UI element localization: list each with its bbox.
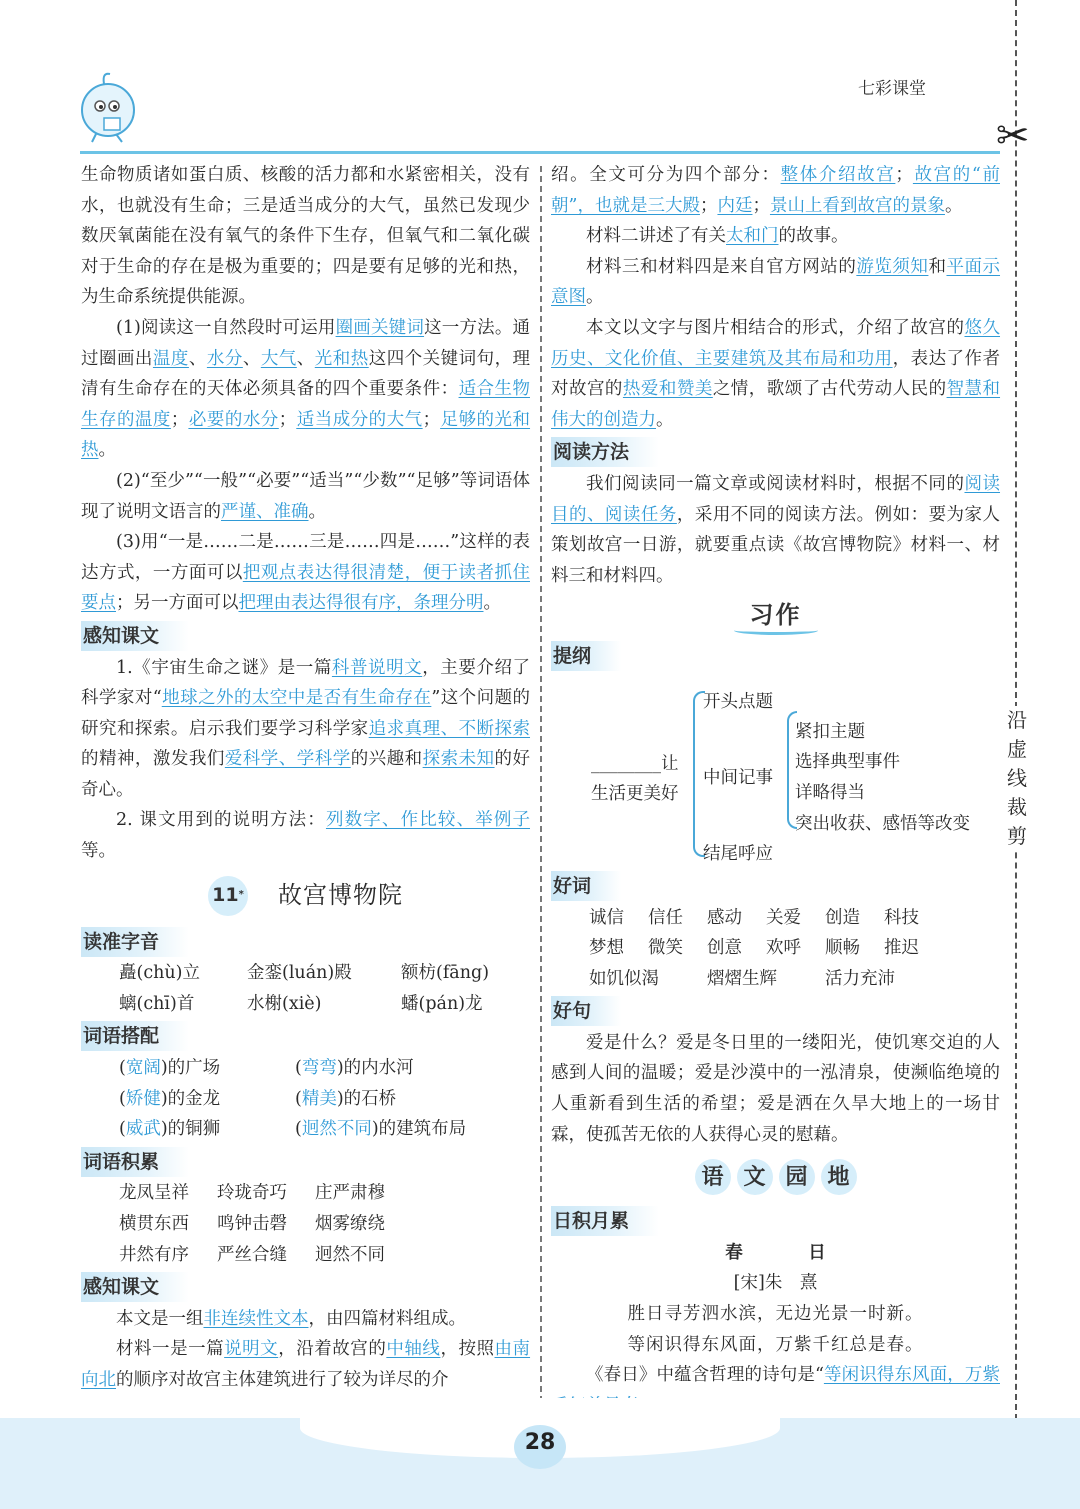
outline-ending: 结尾呼应 — [703, 843, 773, 864]
material-two-paragraph: 材料二讲述了有关太和门的故事。 — [586, 226, 849, 247]
analysis-1: (1)阅读这一自然段时可运用圈画关键词这一方法。通过圈画出温度、水分、大气、光和热这四个关键词句，理清有生命存在的天体必须具备的四个重要条件：适合生物生存的温度；必要的水分；适当成分的大气；足够的光和热。 — [81, 317, 531, 461]
poem-line: 胜日寻芳泗水滨，无边光景一时新。 — [627, 1304, 924, 1325]
cut-instruction: 沿 虚 线 裁 剪 — [1003, 706, 1031, 851]
section-perceive-text-1: 感知课文 — [81, 621, 189, 651]
good-words-row: 如饥似渴 熠熠生辉 活力充沛 — [589, 968, 895, 989]
header-rule — [80, 151, 1000, 154]
analysis-3: (3)用“一是……二是……三是……四是……”这样的表达方式，一方面可以把观点表达得很清楚，便于读者抓住要点；另一方面可以把理由表达得很有序，条理分明。 — [81, 532, 530, 614]
section-perceive-text-2: 感知课文 — [81, 1272, 189, 1302]
scissors-icon: ✂ — [996, 113, 1030, 159]
lesson-number-badge: 11 * — [208, 876, 248, 916]
outline-sub-item: 突出收获、感悟等改变 — [795, 813, 970, 834]
outline-sub-item: 紧扣主题 — [795, 721, 865, 742]
outline-sub-item: 选择典型事件 — [795, 751, 900, 772]
pronunciation-row: 矗(chù)立 金銮(luán)殿 额枋(fāng) — [119, 963, 490, 984]
section-daily-accumulation: 日积月累 — [551, 1206, 659, 1236]
pronunciation-row: 螭(chī)首 水榭(xiè) 蟠(pán)龙 — [119, 993, 483, 1014]
outline-opening: 开头点题 — [703, 691, 773, 712]
reading-method-paragraph: 我们阅读同一篇文章或阅读材料时，根据不同的阅读目的、阅读任务，采用不同的阅读方法。例如：要为家人策划故宫一日游，就要重点读《故宫博物院》材料一、材料三和材料四。 — [551, 473, 1001, 586]
section-pronunciation: 读准字音 — [81, 927, 189, 957]
mascot-logo — [74, 68, 148, 144]
accumulation-row: 井然有序 严丝合缝 迥然不同 — [119, 1244, 385, 1265]
garden-char: 语 — [695, 1159, 731, 1195]
brand-label: 七彩课堂 — [858, 79, 926, 99]
writing-heading — [551, 591, 1000, 639]
writing-title: 习作 — [744, 600, 808, 631]
accumulation-row: 横贯东西 鸣钟击磬 烟雾缭绕 — [119, 1214, 385, 1234]
perceive-paragraph-3: 本文是一组非连续性文本，由四篇材料组成。 — [116, 1308, 466, 1329]
column-divider — [540, 166, 542, 1402]
poem-line: 等闲识得东风面，万紫千红总是春。 — [627, 1334, 924, 1355]
section-good-sentence: 好句 — [551, 996, 621, 1026]
garden-char: 地 — [821, 1159, 857, 1195]
lesson-title: 故宫博物院 — [278, 881, 403, 910]
perceive-paragraph-2: 2. 课文用到的说明方法：列数字、作比较、举例子等。 — [81, 810, 530, 862]
analysis-2: (2)“至少”“一般”“必要”“适当”“少数”“足够”等词语体现了说明文语言的严谨、准确。 — [81, 470, 530, 522]
poem-note: 《春日》中蕴含哲理的诗句是“等闲识得东风面，万紫 — [586, 1365, 1000, 1386]
intro-paragraph: 生命物质诸如蛋白质、核酸的活力都和水紧密相关，没有水，也就没有生命；三是适当成分的大气，虽然已发现少数厌氧菌能在没有氧气的条件下生存，但氧气和二氧化碳对于生命的存在是极为重要的；四是要有足够的光和热，为生命系统提供能源。 — [81, 165, 530, 308]
section-reading-method: 阅读方法 — [551, 437, 659, 467]
outline-topic-line: ________让 — [591, 753, 679, 774]
page-number: 28 — [524, 1430, 556, 1455]
garden-char: 园 — [779, 1159, 815, 1195]
section-word-accumulation: 词语积累 — [81, 1147, 189, 1177]
garden-char: 文 — [737, 1159, 773, 1195]
good-words-row: 诚信 信任 感动 关爱 创造 科技 — [589, 907, 919, 928]
right-column — [551, 160, 1000, 1421]
good-sentence: 爱是什么？爱是冬日里的一缕阳光，使饥寒交迫的人感到人间的温暖；爱是沙漠中的一泓清泉，使濒临绝境的人重新看到生活的希望；爱是洒在久旱大地上的一场甘霖，使孤苦无依的人获得心灵的慰藉。 — [551, 1032, 1000, 1145]
collocation-row: (威武)的铜狮 (迥然不同)的建筑布局 — [119, 1119, 467, 1140]
outline-topic-end: 生活更美好 — [591, 783, 679, 804]
perceive-paragraph-4: 材料一是一篇说明文，沿着故宫的中轴线，按照由南向北的顺序对故宫主体建筑进行了较为详尽的介 — [81, 1339, 531, 1390]
left-column — [81, 160, 530, 1396]
good-words-row: 梦想 微笑 创意 欢呼 顺畅 推迟 — [589, 938, 919, 959]
summary-paragraph: 本文以文字与图片相结合的形式，介绍了故宫的悠久历史、文化价值、主要建筑及其布局和功用，表达了作者对故宫的热爱和赞美之情，歌颂了古代劳动人民的智慧和伟大的创造力。 — [551, 317, 1001, 430]
collocation-row: (矫健)的金龙 (精美)的石桥 — [119, 1088, 397, 1109]
collocation-row: (宽阔)的广场 (弯弯)的内水河 — [119, 1058, 414, 1079]
lesson-heading — [81, 867, 530, 925]
chinese-garden-heading — [551, 1150, 1000, 1204]
outline-middle: 中间记事 — [703, 767, 773, 788]
material-three-paragraph: 材料三和材料四是来自官方网站的游览须知和平面示意图。 — [551, 256, 1001, 308]
perceive-paragraph-1: 1.《宇宙生命之谜》是一篇科普说明文，主要介绍了科学家对“地球之外的太空中是否有生命存在”这个问题的研究和探索。启示我们要学习科学家追求真理、不断探索的精神，激发我们爱科学、学科学的兴趣和探索未知的好奇心。 — [81, 657, 531, 800]
writing-outline — [551, 673, 1000, 869]
section-good-words: 好词 — [551, 871, 621, 901]
accumulation-row: 龙凤呈祥 玲珑奇巧 庄严肃穆 — [119, 1183, 385, 1204]
poem-author: [宋]朱 熹 — [733, 1273, 818, 1294]
material-one-paragraph: 绍。全文可分为四个部分：整体介绍故宫；故宫的“前朝”，也就是三大殿；内廷；景山上看到故宫的景象。 — [551, 165, 1000, 216]
outline-sub-item: 详略得当 — [795, 782, 865, 803]
poem-title: 春 日 — [725, 1242, 850, 1263]
section-outline: 提纲 — [551, 641, 621, 671]
section-collocation: 词语搭配 — [81, 1021, 189, 1051]
